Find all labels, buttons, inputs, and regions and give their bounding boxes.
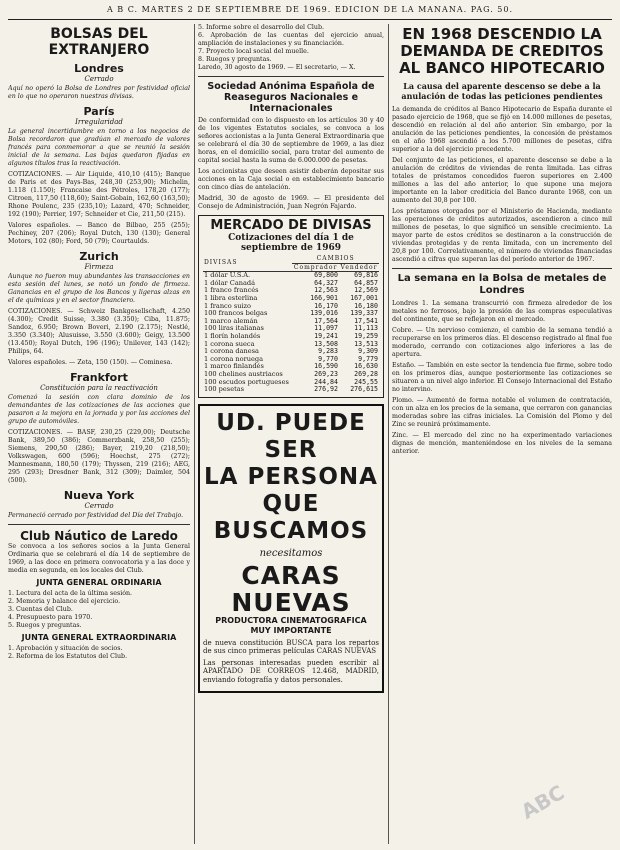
ordinary-item: 5. Ruegos y preguntas. [8,622,82,629]
headline: EN 1968 DESCENDIO LA DEMANDA DE CREDITOS AL BANCO HIPOTECARIO [399,25,605,77]
currency-market-box [198,215,384,398]
company-title: Sociedad Anónima Española de Reaseguros Nacionales e Internacionales [207,81,375,114]
newyork-status: Cerrado [84,502,114,510]
currency-buy: 12,563 [314,286,338,295]
currency-name: 1 corona sueca [204,339,255,348]
london-text: Aquí no operó la Bolsa de Londres por festividad oficial en lo que no operaron nuestras divisas. [8,85,190,100]
currency-sell: 276,615 [350,385,378,394]
currency-sell: 11,113 [354,324,378,333]
ad-headline: QUE BUSCAMOS [213,490,369,544]
currency-name: 100 pesetas [204,385,245,394]
frankfurt-quotes: COTIZACIONES. — BASF, 230,25 (229,00); Deutsche Bank, 389,50 (386); Commerzbank, 258,50 (255); Siemens, 290,50 (286); Bayer, 219,20 (218,50); Volkswagen, 600 (596); Hoechst, 275 (272); Mannesmann, 180,50 (179); Thyssen, 219 (216); AEG, 295 (293); Dresdner Bank, 312 (309); Daimler, 504 (500). [8,429,190,484]
ad-headline-2: CARAS NUEVAS [231,560,351,617]
zurich-text: Aunque no fueron muy abundantes las transacciones en esta sesión del lunes, se notó un fondo de firmeza. Ganancias en el grupo de los Bancos y ligeras alzas en el de químicas y en el sector financiero. [8,273,190,304]
paris-status: Irregularidad [75,118,123,126]
currency-sell: 19,259 [354,331,378,340]
ad-headline: LA PERSONA [204,463,378,490]
col-group: CAMBIOS [292,255,379,263]
currency-name: 1 dólar Canadá [204,278,256,287]
ad-company: PRODUCTORA CINEMATOGRAFICA [215,615,367,625]
currency-buy: 9,770 [318,354,338,363]
ordinary-item: 4. Presupuesto para 1970. [8,614,93,621]
zurich-status: Firmeza [84,263,114,271]
casting-advertisement [198,404,384,694]
currency-name: 1 dólar U.S.A. [204,271,251,280]
zurich-values: Valores españoles. — Zeta, 150 (150). — Cominesa. [8,359,173,366]
currency-name: 1 libra esterlina [204,293,258,302]
currency-buy: 19,241 [314,331,338,340]
currency-name: 100 francos belgas [204,309,268,318]
currency-buy: 16,170 [314,301,338,310]
currency-buy: 269,23 [314,369,338,378]
ordinary-title: JUNTA GENERAL ORDINARIA [36,578,162,587]
currency-buy: 16,590 [314,362,338,371]
currency-name: 1 corona noruega [204,354,264,363]
currency-buy: 276,92 [314,385,338,394]
currency-sell: 13,513 [354,339,378,348]
ad-headline: UD. PUEDE SER [216,409,366,463]
currency-sell: 9,779 [358,354,378,363]
agenda-date: Laredo, 30 agosto de 1969. — El secretario, — X. [198,64,356,71]
paris-text: La general incertidumbre en torno a los negocios de Bolsa recordaron que gradúan el mercado de valores francés para conmemorar a que se reunió la sesión inicial de la semana. Las bajas quedaron fijadas en algunos títulos tras la reactivación. [8,128,190,167]
currency-sell: 9,309 [358,347,378,356]
currency-name: 1 marco alemán [204,316,258,325]
currency-buy: 64,327 [314,278,338,287]
section-title: BOLSAS DEL EXTRANJERO [48,26,150,58]
paris-foreign: Valores españoles. — Banco de Bilbao, 255 (255); Pechiney, 207 (206); Royal Dutch, 130 (130); General Motors, 102 (80); Ford, 50 (79); Courtaulds. [8,222,190,245]
currency-sell: 167,001 [350,293,378,302]
article-paragraph: Cobre. — Un nervioso comienzo, el cambio de la semana tendió a recuperarse en los primeros días. El descenso registrado al final fue moderado, cerrando con cotizaciones algo inferiores a las de apertura. [392,327,612,358]
currency-sell: 16,630 [354,362,378,371]
ad-body-2: Las personas interesadas pueden escribir al APARTADO DE CORREOS 12.468, MADRID, enviando fotografía y datos personales. [203,658,379,684]
zurich-heading: Zurich [79,250,119,263]
london-status: Cerrado [84,75,114,83]
currency-name: 1 franco suizo [204,301,252,310]
currency-buy: 11,097 [314,324,338,333]
agenda-item: 7. Proyecto local social del muelle. [198,48,309,55]
frankfurt-status: Constitución para la reactivación [40,384,158,392]
frankfurt-text: Comenzó la sesión con clara dominio de los demandantes de las cotizaciones de las acciones que pasaron a la mejora en la jornada y por las acciones del grupo de automóviles. [8,394,190,425]
newyork-heading: Nueva York [63,489,135,502]
currency-row [203,386,379,394]
metals-title: La semana en la Bolsa de metales de Londres [397,273,607,296]
zurich-quotes: COTIZACIONES. — Schweiz Bankgesellschaft, 4.250 (4.300); Credit Suisse, 3.380 (3.350); Ciba, 11.875; Sandoz, 6.950; Brown Boveri, 2.190 (2.175); Nestlé, 3.350 (3.340); Alusuisse, 3.550 (3.600); Geigy, 13.500 (13.450); Royal Dutch, 196 (196); Unilever, 143 (142); Philips, 64. [8,308,190,355]
agenda-item: 8. Ruegos y preguntas. [198,56,272,63]
currency-buy: 244,84 [314,377,338,386]
ad-mid: necesitamos [259,547,323,559]
article-paragraph: La demanda de créditos al Banco Hipotecario de España durante el pasado ejercicio de 1968, que se fijó en 14.000 millones de pesetas, descendió en relación al del año anterior. Sin embargo, por la anulación de las peticiones pendientes, la concesión de préstamos en el año 1968 ascendió a los 5.700 millones de pesetas, cifra superior a la del ejercicio precedente. [392,106,612,153]
paris-quotes: COTIZACIONES. — Air Liquide, 410,10 (415); Banque de Paris et des Pays-Bas, 248,30 (253,90); Michelin, 1.118 (1.150); Francaise des Pétroles, 178,20 (177); Citroen, 117,50 (118,60); Saint-Gobain, 162,60 (163,50); Rhone Poulenc, 235 (235,10); Lazard, 470; Schneider, 192 (190); Perrier, 197; Schneider et Cie, 211,50 (215). [8,171,190,218]
column-notices [198,24,384,844]
col-sell: Vendedor [340,263,378,271]
article-paragraph: Los préstamos otorgados por el Ministerio de Hacienda, mediante las operaciones de créditos autorizados, ascendieron a cinco mil millones de pesetas, lo que significó un sensible crecimiento. La mayor parte de estos créditos se destinaron a la construcción de viviendas protegidas y de renta limitada, con un incremento del 20,8 por 100. Correlativamente, el número de viviendas financiadas ascendió a cifras que superan las del período anterior de 1967. [392,208,612,263]
club-text: Se convoca a los señores socios a la Junta General Ordinaria que se celebrará el día 14 de septiembre de 1969, a las doce en primera convocatoria y a las doce y media en segunda, en los locales del Club. [8,543,190,574]
currency-buy: 17,564 [314,316,338,325]
ordinary-item: 2. Memoria y balance del ejercicio. [8,598,121,605]
currency-buy: 9,283 [318,347,338,356]
currency-name: 100 liras italianas [204,324,264,333]
company-date: Madrid, 30 de agosto de 1969. — El presidente del Consejo de Administración, Juan Negrón Fajardo. [198,195,384,210]
article-paragraph: Plomo. — Aumentó de forma notable el volumen de contratación, con un alza en los precios de la semana, que cerraron con ganancias moderadas sobre las cifras iniciales. La Comisión del Plomo y del Zinc se reunirá próximamente. [392,397,612,428]
column-rule [388,24,389,844]
divider [8,524,190,525]
currency-sell: 245,55 [354,377,378,386]
market-title: MERCADO DE DIVISAS [210,218,372,233]
market-subtitle: Cotizaciones del día 1 de septiembre de 1969 [228,233,354,253]
lead: La causa del aparente descenso se debe a la anulación de todas las peticiones pendientes [401,81,603,101]
article-paragraph: Zinc. — El mercado del zinc no ha experimentado variaciones dignas de mención, manteniéndose en los niveles de la semana anterior. [392,432,612,455]
london-heading: Londres [74,62,124,75]
paris-heading: París [83,105,115,118]
currency-rows [203,272,379,394]
newyork-text: Permaneció cerrado por festividad del Día del Trabajo. [8,512,184,519]
currency-sell: 69,816 [354,271,378,280]
article-paragraph: Del conjunto de las peticiones, el aparente descenso se debe a la anulación de créditos de viviendas de renta limitada. Las cifras totales de préstamos concedidos fueron superiores en 2.400 millones a las del año anterior, lo que supone una mejora importante en la labor crediticia del Banco durante 1968, con un aumento del 30,8 por 100. [392,157,612,204]
currency-sell: 139,337 [350,309,378,318]
company-text: De conformidad con lo dispuesto en los artículos 30 y 40 de los vigentes Estatutos sociales, se convoca a los señores accionistas a la Junta General Extraordinaria que se celebrará el día 30 de septiembre de 1969, a las diez horas, en el domicilio social, para tratar del aumento de capital social hasta la suma de 6.000.000 de pesetas. [198,117,384,164]
frankfurt-heading: Frankfort [70,371,128,384]
currency-buy: 13,508 [314,339,338,348]
currency-buy: 139,016 [310,309,338,318]
currency-buy: 166,901 [310,293,338,302]
column-rule [194,24,195,844]
extra-item: 1. Aprobación y situación de socios. [8,645,123,652]
currency-sell: 16,180 [354,301,378,310]
currency-name: 100 escudos portugueses [204,377,289,386]
column-stock-markets [8,24,190,844]
currency-name: 1 marco finlandés [204,362,264,371]
ordinary-item: 3. Cuentas del Club. [8,606,73,613]
extra-item: 2. Reforma de los Estatutos del Club. [8,653,128,660]
currency-name: 100 chelines austriacos [204,369,283,378]
page-header: A B C. MARTES 2 DE SEPTIEMBRE DE 1969. EDICION DE LA MAÑANA. PAG. 50. [8,5,612,20]
currency-name: 1 franco francés [204,286,259,295]
currency-buy: 69,800 [314,271,338,280]
watermark-stamp: ABC [517,780,569,824]
article-paragraph: Londres 1. La semana transcurrió con firmeza alrededor de los metales no ferrosos, bajo la presión de las compras especulativas del continente, que se reflejaron en el mercado. [392,300,612,323]
currency-sell: 17,541 [354,316,378,325]
currency-table [203,255,379,394]
agenda-item: 6. Aprobación de las cuentas del ejercicio anual, ampliación de instalaciones y su financiación. [198,32,384,47]
currency-sell: 269,28 [354,369,378,378]
ordinary-item: 1. Lectura del acta de la última sesión. [8,590,133,597]
agenda-item: 5. Informe sobre el desarrollo del Club. [198,24,324,31]
company-text-2: Los accionistas que deseen asistir deberán depositar sus acciones en la Caja social o en establecimiento bancario con cinco días de antelación. [198,168,384,191]
article-paragraph: Estaño. — También en este sector la tendencia fue firme, sobre todo en los primeros días, aunque posteriormente las cotizaciones se situaron a un nivel algo inferior. El Consejo Internacional del Estaño no intervino. [392,362,612,393]
column-bank-news [392,24,612,844]
col-currency: DIVISAS [203,255,292,272]
ad-body: de nueva constitución BUSCA para los repartos de sus cinco primeras películas CARAS NUEVAS [203,638,379,656]
divider [198,76,384,77]
currency-name: 1 florín holandés [204,331,261,340]
col-buy: Comprador [293,263,338,271]
divider [392,268,612,269]
currency-sell: 64,857 [354,278,378,287]
club-title: Club Náutico de Laredo [20,529,178,543]
ad-company: MUY IMPORTANTE [250,625,332,635]
currency-name: 1 corona danesa [204,347,259,356]
currency-sell: 12,569 [354,286,378,295]
extra-title: JUNTA GENERAL EXTRAORDINARIA [21,633,177,642]
